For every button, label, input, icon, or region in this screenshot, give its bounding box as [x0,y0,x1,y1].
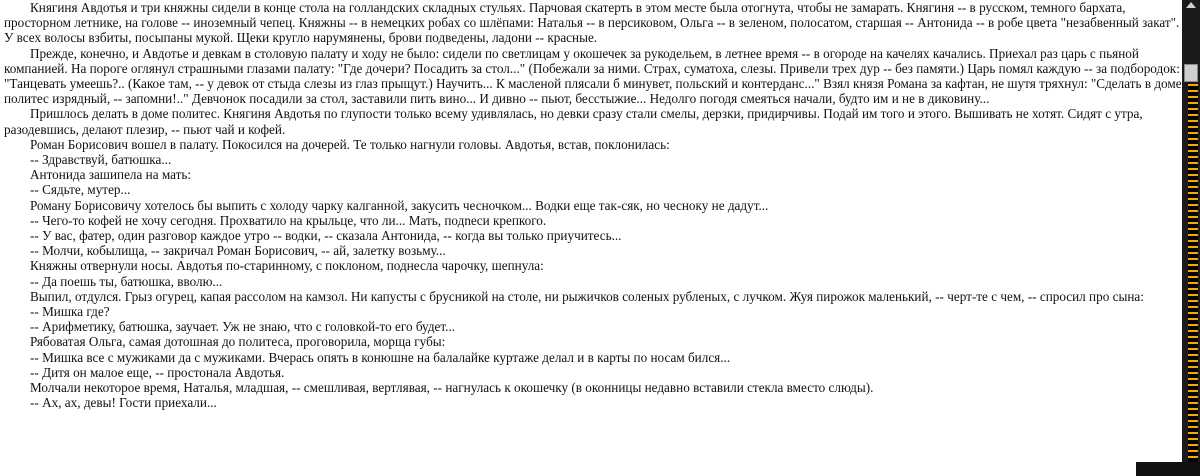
paragraph: Княгиня Авдотья и три княжны сидели в конце стола на голландских складных стульях. Парчовая скатерть в этом месте была отогнута, чтобы не замарать. Княгиня -- в русском, темного бархата, просторном летнике, на голове -- иноземный чепец. Княжны -- в немецких робах со шлёпами: Наталья -- в персиковом, Ольга -- в зеленом, полосатом, старшая -- Антонида -- в робе цвета "незабвенный закат". У всех волосы взбиты, посыпаны мукой. Щеки кругло нарумянены, брови подведены, ладони -- красные. [4,0,1180,46]
paragraph: -- Молчи, кобылища, -- закричал Роман Борисович, -- ай, залетку возьму... [30,243,446,259]
paragraph: -- Мишка все с мужиками да с мужиками. Вчерась опять в конюшне на балалайке куртаже делал и в карты по носам бился... [30,349,731,365]
paragraph: Роману Борисовичу хотелось бы выпить с холоду чарку калганной, закусить чесночком... Водки еще так-сяк, но чесноку не дадут... [30,197,769,213]
paragraph: -- У вас, фатер, один разговор каждое утро -- водки, -- сказала Антонида, -- когда вы только приучитесь... [30,228,622,244]
scrollbar-thumb[interactable] [1184,64,1198,82]
paragraph: Молчали некоторое время, Наталья, младшая, -- смешливая, вертлявая, -- нагнулась к окошечку (в оконницы недавно вставили стекла вместо слюды). [30,380,874,396]
scrollbar-markers [1188,84,1198,476]
paragraph: -- Да поешь ты, батюшка, вволю... [30,273,223,289]
arrow-up-icon[interactable] [1186,2,1196,8]
paragraph: Антонида зашипела на мать: [30,167,192,183]
paragraph: -- Чего-то кофей не хочу сегодня. Прохватило на крыльце, что ли... Мать, подnecи крепкого. [30,212,547,228]
paragraph: Выпил, отдулся. Грыз огурец, капая рассолом на камзол. Ни капусты с брусникой на столе, ни рыжичков соленых рубленых, с лучком. Жуя пирожок маленький, -- черт-те с чем, -- спросил про сына: [30,288,1144,304]
paragraph: -- Здравствуй, батюшка... [30,152,172,168]
document-text [4,0,1182,410]
paragraph: Прежде, конечно, и Авдотье и девкам в столовую палату и ходу не было: сидели по светлицам у окошечек за рукодельем, в летнее время -- в огороде на качелях качались. Приехал раз царь с пьяной компанией. На пороге оглянул страшными глазами палату: "Где дочери? Посадить за стол..." (Побежали за ними. Страх, суматоха, слезы. Привели трех дур -- без памяти.) Царь помял каждую -- за подбородок: "Танцевать умеешь?.. (Какое там, -- у девок от стыда слезы из глаз прыщут.) Научить... К масленой плясали б минувет, польский и контерданс..." Взял князя Романа за кафтан, не шутя тряхнул: "Сделать в доме политес изрядный, -- запомни!.." Девчонок посадили за стол, заставили пить вино... И дивно -- пьют, бесстыжие... Недолго погодя смеяться начали, будто им и не в диковину... [4,45,1182,107]
paragraph: Княжны отвернули носы. Авдотья по-старинному, с поклоном, поднесла чарочку, шепнула: [30,258,544,274]
paragraph: Роман Борисович вошел в палату. Покосился на дочерей. Те только нагнули головы. Авдотья, встав, поклонилась: [30,136,670,152]
paragraph: Рябоватая Ольга, самая дотошная до политеса, проговорила, морща губы: [30,334,446,350]
bottom-edge-bar [1136,462,1200,476]
paragraph: -- Арифметику, батюшка, заучает. Уж не знаю, что с головкой-то его будет... [30,319,456,335]
paragraph: -- Мишка где? [30,304,110,320]
paragraph: -- Ах, ах, девы! Гости приехали... [30,395,217,411]
paragraph: -- Сядьте, мутер... [30,182,131,198]
paragraph: Пришлось делать в доме политес. Княгиня Авдотья по глупости только всему удивлялась, но девки сразу стали смелы, дерзки, придирчивы. Подай им того и этого. Вышивать не хотят. Сидят с утра, разодевшись, делают плезир, -- пьют чай и кофей. [4,106,1143,137]
paragraph: -- Дитя он малое еще, -- простонала Авдотья. [30,364,285,380]
